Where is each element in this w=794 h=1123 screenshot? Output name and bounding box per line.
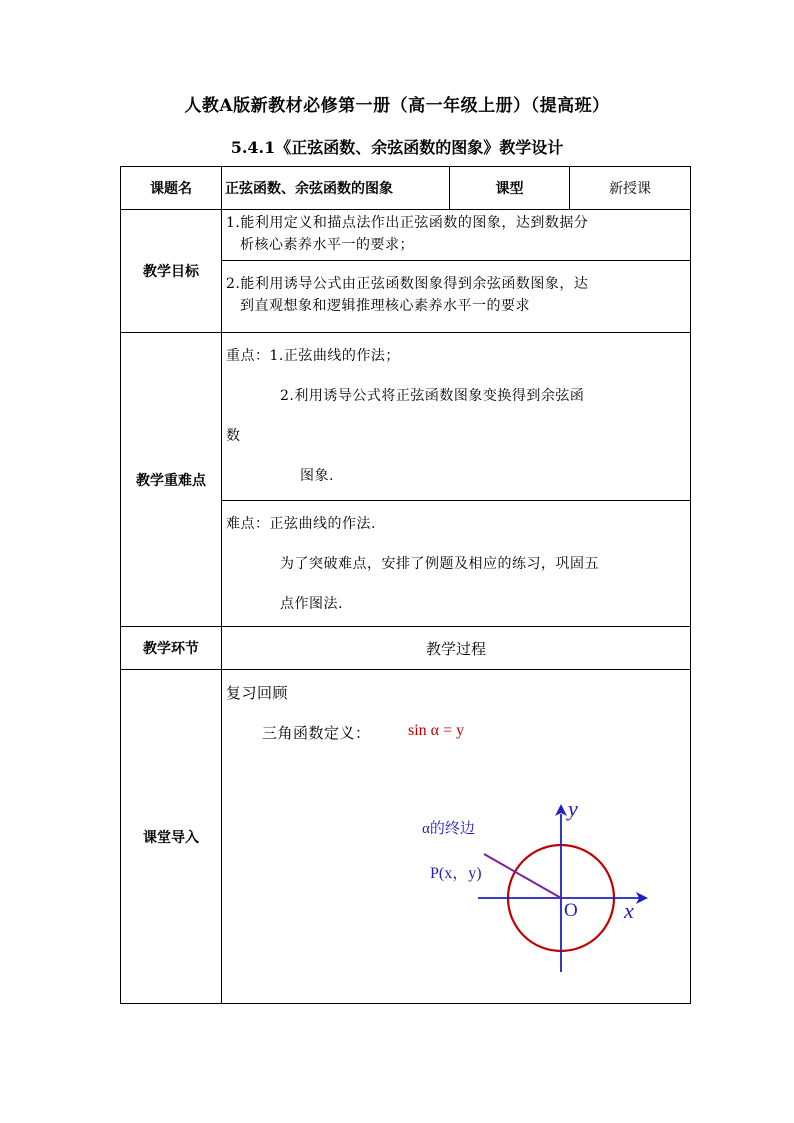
goal-2 — [222, 261, 691, 333]
unit-circle-figure — [418, 794, 678, 984]
x-axis-label: x — [624, 898, 634, 923]
type-label: 课型 — [450, 167, 570, 210]
goal-1-line1: 1.能利用定义和描点法作出正弦函数的图象，达到数据分 — [226, 215, 589, 231]
diff-line3: 点作图法. — [280, 596, 343, 612]
intro-label: 课堂导入 — [121, 670, 222, 1004]
sine-formula: sin α = y — [408, 722, 465, 739]
diff-line1: 难点：正弦曲线的作法. — [226, 516, 376, 532]
lesson-plan-table — [120, 166, 691, 1004]
goal-2-line1: 2.能利用诱导公式由正弦函数图象得到余弦函数图象，达 — [226, 276, 589, 292]
row-goals-1 — [121, 210, 691, 261]
row-process — [121, 627, 691, 670]
goal-1-line2: 析核心素养水平一的要求； — [240, 237, 414, 253]
key-line1: 重点：1.正弦曲线的作法； — [226, 348, 400, 364]
definition-label: 三角函数定义： — [262, 724, 371, 742]
process-label: 教学环节 — [121, 627, 222, 670]
key-line2: 2.利用诱导公式将正弦函数图象变换得到余弦函 — [280, 388, 585, 404]
row-intro — [121, 670, 691, 1004]
review-text: 复习回顾 — [226, 684, 289, 702]
diff-line2: 为了突破难点，安排了例题及相应的练习，巩固五 — [280, 556, 599, 572]
key-line3: 数 — [226, 428, 241, 444]
topic-value: 正弦函数、余弦函数的图象 — [222, 167, 450, 210]
goal-2-line2: 到直观想象和逻辑推理核心素养水平一的要求 — [240, 298, 530, 314]
goal-1 — [222, 210, 691, 261]
key-line4: 图象. — [300, 468, 334, 484]
terminal-side-label: α的终边 — [422, 821, 475, 837]
type-value: 新授课 — [570, 167, 691, 210]
topic-label: 课题名 — [121, 167, 222, 210]
row-topic — [121, 167, 691, 210]
key-points — [222, 333, 691, 501]
document-subtitle: 5.4.1《正弦函数、余弦函数的图象》教学设计 — [230, 138, 564, 157]
y-axis-label: y — [568, 796, 578, 821]
row-key-points — [121, 333, 691, 501]
process-value: 教学过程 — [222, 627, 691, 670]
difficulty — [222, 501, 691, 627]
document-title: 人教A版新教材必修第一册（高一年级上册）（提高班） — [184, 96, 610, 116]
intro-content — [222, 670, 691, 1004]
key-label: 教学重难点 — [121, 333, 222, 627]
goals-label: 教学目标 — [121, 210, 222, 333]
point-label: P(x，y) — [430, 865, 482, 882]
origin-label: O — [564, 900, 578, 921]
